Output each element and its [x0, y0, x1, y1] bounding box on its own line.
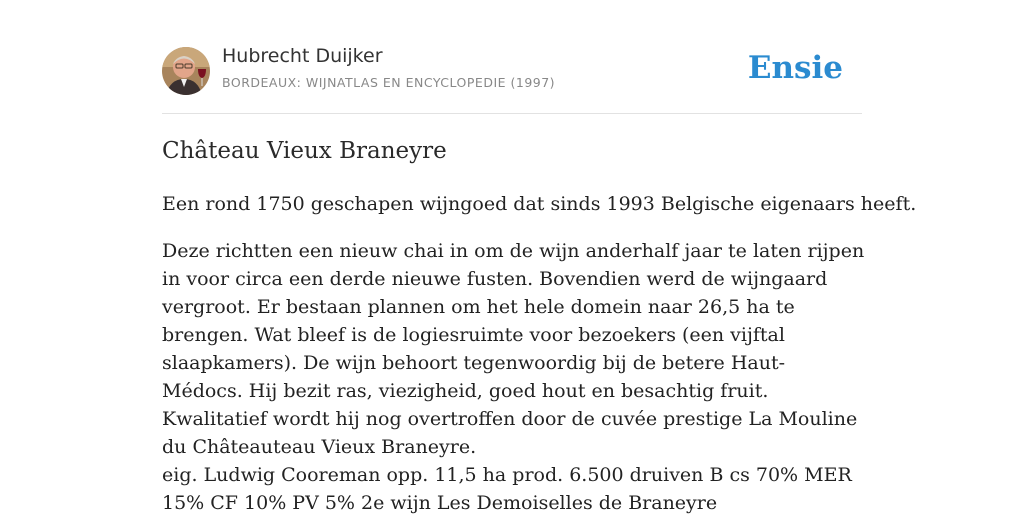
- article-header: [162, 0, 862, 114]
- author-avatar[interactable]: [162, 47, 210, 95]
- article-page: [162, 0, 917, 514]
- source-book[interactable]: BORDEAUX: WIJNATLAS EN ENCYCLOPEDIE (1997): [222, 75, 556, 90]
- ensie-logo[interactable]: Ensie: [747, 50, 843, 86]
- article-title: Château Vieux Braneyre: [162, 138, 447, 164]
- article-lead: Een rond 1750 geschapen wijngoed dat sinds 1993 Belgische eigenaars heeft.: [162, 193, 917, 215]
- author-name[interactable]: Hubrecht Duijker: [222, 45, 383, 67]
- article-meta: eig. Ludwig Cooreman opp. 11,5 ha prod. 6.500 druiven B cs 70% MER 15% CF 10% PV 5% 2e wijn Les Demoiselles de Braneyre: [162, 464, 852, 514]
- article-body: Deze richtten een nieuw chai in om de wijn anderhalf jaar te laten rijpen in voor circa een derde nieuwe fusten. Bovendien werd de wijngaard vergroot. Er bestaan plannen om het hele domein naar 26,5 ha te brengen. Wat bleef is de logiesruimte voor bezoekers (een vijftal slaapkamers). De wijn behoort tegenwoordig bij de betere Haut- Médocs. Hij bezit ras, viezigheid, goed hout en besachtig fruit. Kwalitatief wordt hij nog overtroffen door de cuvée prestige La Mouline du Châteauteau Vieux Braneyre.: [162, 240, 865, 458]
